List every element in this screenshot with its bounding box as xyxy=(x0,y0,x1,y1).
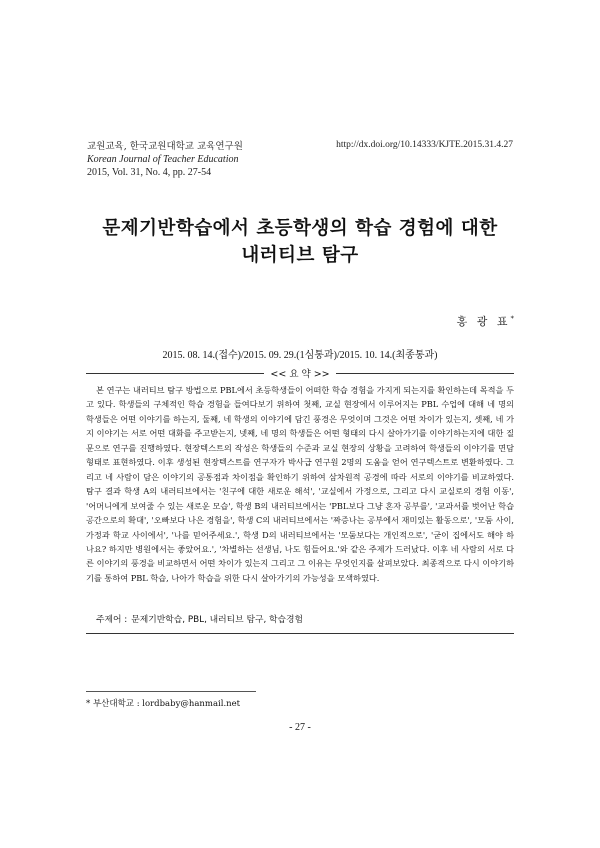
abstract-body: 본 연구는 내러티브 탐구 방법으로 PBL에서 초등학생들이 어떠한 학습 경험을 가지게 되는지를 확인하는데 목적을 두고 있다. 학생들의 구체적인 학습 경험을 들여다보기 위하여 첫째, 교실 현장에서 이루어지는 PBL 수업에 대해 네 명의 학생들은 어떤 이야기를 하는지, 둘째, 네 학생의 이야기에 담긴 풍경은 무엇이며 그것은 어떤 차이가 있는지, 셋째, 네 가지 이야기는 서로 어떤 대화를 주고받는지, 넷째, 네 명의 학생들은 어떤 형태의 다시 살아가기를 이야기하는지에 대한 질문으로 연구를 진행하였다. 현장텍스트의 작성은 학생들의 수준과 교실 현장의 상황을 고려하여 학생들의 이야기를 면담 형태로 표현하였다. 이후 생성된 현장텍스트를 연구자가 박사급 연구원 2명의 도움을 얻어 연구텍스트로 변환하였다. 그리고 네 사람이 담은 이야기의 공통점과 차이점을 확인하기 위하여 삼차원적 공경에 따라 서로의 이야기를 비교하였다. 탐구 결과 학생 A의 내러티브에서는 '친구에 대한 새로운 해석', '교실에서 가정으로, 그리고 다시 교실로의 경험 이동', '어머니에게 보여줄 수 있는 새로운 모습', 학생 B의 내러티브에서는 'PBL보다 그냥 혼자 공부를', '교과서를 벗어난 학습 공간으로의 확대', '오빠보다 나은 경험을', 학생 C의 내러티브에서는 '짜증나는 공부에서 재미있는 활동으로', '모둠 사이, 가정과 학교 사이에서', '나를 믿어주세요.', 학생 D의 내러티브에서는 '모둠보다는 개인적으로', '굳이 집에서도 해야 하나요? 하지만 병원에서는 좋았어요.', '차별하는 선생님, 나도 힘들어요.'와 같은 주제가 드러났다. 이후 네 사람의 서로 다른 이야기의 풍경을 비교하면서 어떤 차이가 있는지 그리고 그 이유는 무엇인지를 살펴보았다. 최종적으로 다시 이야기하기를 통하여 PBL 학습, 나아가 학습을 위한 다시 살아가기의 가능성을 모색하였다. xyxy=(86,385,514,583)
footnote-rule xyxy=(86,691,256,692)
author-footnote-mark: * xyxy=(510,314,514,323)
title-line-2: 내러티브 탐구 xyxy=(241,245,359,266)
publisher-line: 교원교육, 한국교원대학교 교육연구원 xyxy=(87,141,243,152)
abstract-heading xyxy=(86,366,514,380)
title-line-1: 문제기반학습에서 초등학생의 학습 경험에 대한 xyxy=(102,218,498,239)
submission-dates: 2015. 08. 14.(접수)/2015. 09. 29.(1심통과)/2015. 10. 14.(최종통과) xyxy=(162,350,438,361)
author-name: 홍 광 표 xyxy=(456,315,511,328)
abstract-end-rule xyxy=(86,633,514,634)
doi-link[interactable]: http://dx.doi.org/10.14333/KJTE.2015.31.4.27 xyxy=(336,140,513,150)
journal-info xyxy=(87,140,243,179)
author xyxy=(457,313,514,329)
abstract-heading-label: << 요 약 >> xyxy=(270,369,330,380)
keywords-label: 주제어 : xyxy=(96,615,128,625)
volume-info: 2015, Vol. 31, No. 4, pp. 27-54 xyxy=(87,167,212,178)
page-number: - 27 - xyxy=(289,722,311,733)
paper-title xyxy=(60,215,540,269)
footnote: * 부산대학교 : lordbaby@hanmail.net xyxy=(86,699,241,709)
divider xyxy=(336,373,514,374)
keywords xyxy=(96,612,303,625)
divider xyxy=(86,373,264,374)
journal-name-en: Korean Journal of Teacher Education xyxy=(87,154,239,165)
keywords-text: 문제기반학습, PBL, 내러티브 탐구, 학습경험 xyxy=(131,615,304,625)
